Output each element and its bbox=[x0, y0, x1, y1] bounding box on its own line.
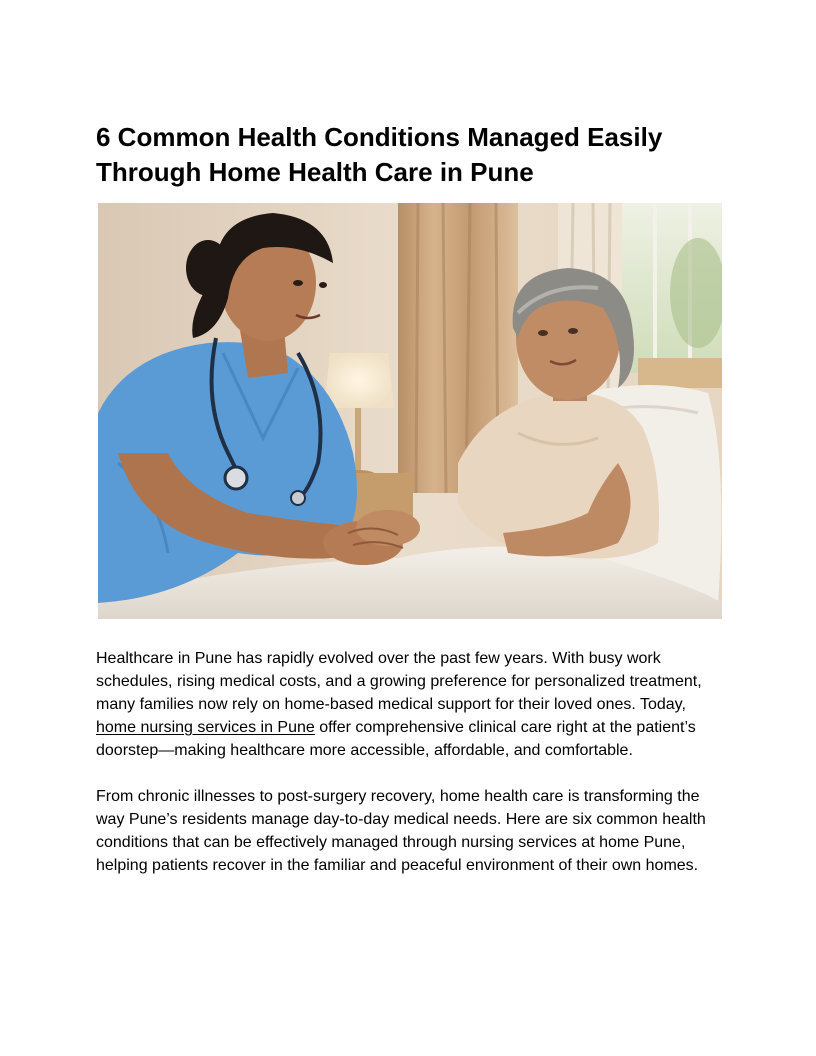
intro-text-before-link: Healthcare in Pune has rapidly evolved over the past few years. With busy work schedules, rising medical costs, and a growing preference for personalized treatment, many families now rely on home-based medical support for their loved ones. Today, bbox=[96, 650, 702, 713]
intro-text-after-link: offer comprehensive clinical care right at the patient’s doorstep—making healthcare more accessible, affordable, and comfortable. bbox=[96, 719, 696, 759]
intro-paragraph bbox=[96, 647, 722, 762]
overview-paragraph: From chronic illnesses to post-surgery recovery, home health care is transforming the way Pune’s residents manage day-to-day medical needs. Here are six common health conditions that can be effectively managed through nursing services at home Pune, helping patients recover in the familiar and peaceful environment of their own homes. bbox=[96, 788, 706, 874]
home-nursing-services-link[interactable]: home nursing services in Pune bbox=[96, 719, 315, 736]
document-page bbox=[96, 120, 722, 190]
nurse-patient-illustration bbox=[98, 203, 722, 619]
article-body bbox=[96, 647, 722, 900]
page-title: 6 Common Health Conditions Managed Easily Through Home Health Care in Pune bbox=[96, 122, 663, 187]
hero-image bbox=[98, 203, 722, 619]
